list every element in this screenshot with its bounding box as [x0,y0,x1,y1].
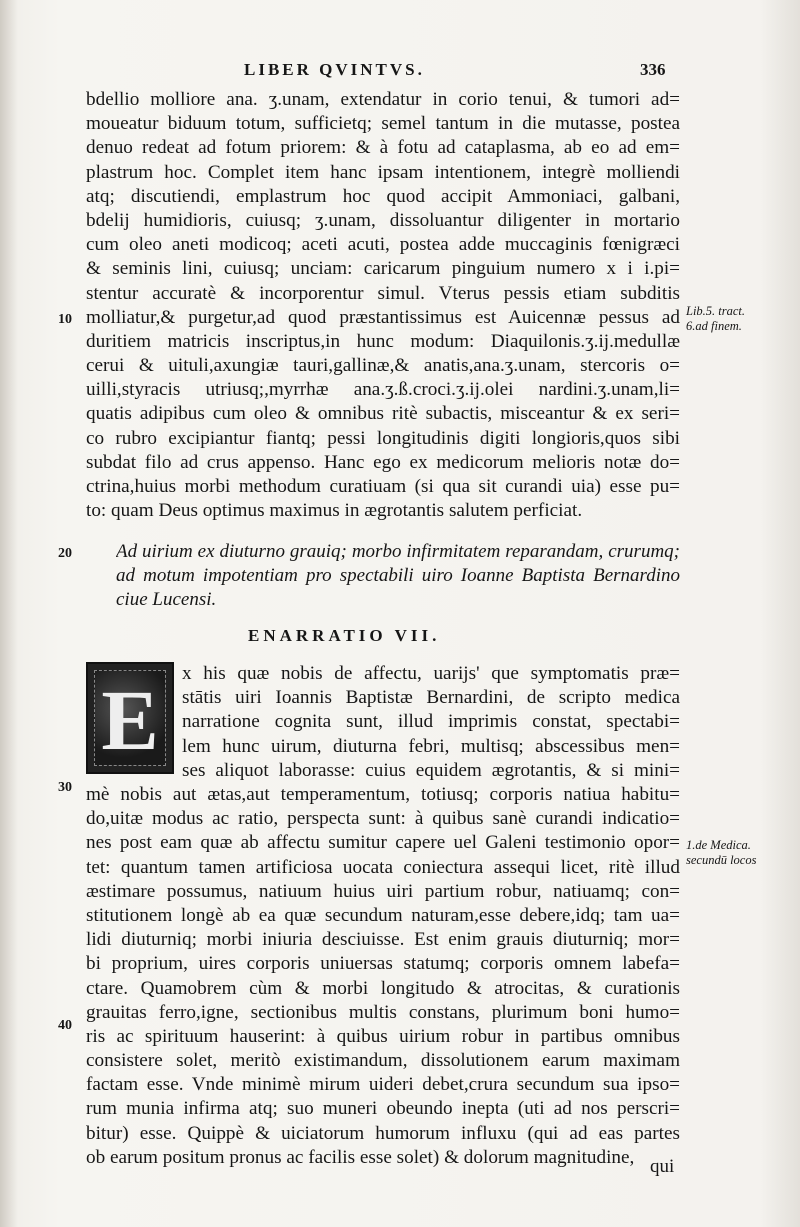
text-line: denuo redeat ad fotum priorem: & à fotu ad cataplasma, ab eo ad em= [86,137,680,159]
marginal-note-2 [686,838,798,868]
text-line: cerui & uituli,axungiæ tauri,gallinæ,& anatis,ana.ʒ.unam, stercoris o= [86,355,680,377]
text-line: stātis uiri Ioannis Baptistæ Bernardini, de scripto medica [182,687,680,709]
dropcap-lines [182,662,680,783]
text-line: bitur) esse. Quippè & uiciatorum humorum influxu (qui ad eas partes [86,1122,680,1144]
chapter-heading [116,540,680,612]
text-line: ob earum positum pronus ac facilis esse solet) & dolorum magnitudine, [86,1146,635,1168]
text-line: & seminis lini, cuiusq; unciam: caricarum pinguium numero x i i.pi= [86,258,680,280]
text-line: subdat filo ad crus appenso. Hanc ego ex medicorum melioris notæ do= [86,451,680,473]
line-number-10: 10 [58,312,72,327]
text-line: to: quam Deus optimus maximus in ægrotantis salutem perficiat. [86,500,583,522]
text-line: rum munia infirma atq; suo muneri obeundo inepta (uti ad nos perscri= [86,1098,680,1120]
text-line: æstimare possumus, natiuum huius uiri partium robur, natiuamq; con= [86,880,680,902]
heading-line: ad motum impotentiam pro spectabili uiro Ioanne Baptista Bernardino [116,565,680,586]
text-line: moueatur biduum totum, sufficietq; semel tantum in die mutasse, postea [86,113,680,135]
heading-line: ciue Lucensi. [116,589,217,610]
text-line: cum oleo aneti modicoq; aceti acuti, postea adde muccaginis fœnigræci [86,234,680,256]
text-line: bdelij humidioris, cuiusq; ʒ.unam, dissoluantur diligenter in mortario [86,209,680,231]
text-line: ctare. Quamobrem cùm & morbi longitudo & atrocitas, & curationis [86,977,680,999]
marginal-note-1-line-2: 6.ad finem. [686,319,742,333]
running-head [0,60,800,90]
text-line: do,uitæ modus ac ratio, perspecta sunt: à quibus sanè curandi indicatio= [86,808,680,830]
decorated-initial [86,662,174,774]
marginal-note-2-line-2: secundū locos [686,853,757,867]
text-line: lidi diuturniq; morbi iniuria desciuisse. Est enim grauis diuturniq; mor= [86,929,680,951]
line-number-30: 30 [58,780,72,795]
running-title: LIBER QVINTVS. [244,60,425,79]
text-line: nes post eam quæ ab affectu sumitur capere uel Galeni testimonio opor= [86,832,680,854]
text-line: atq; discutiendi, emplastrum hoc quod accipit Ammoniaci, galbani, [86,185,680,207]
text-line: co rubro excipiantur fiantq; pessi longitudinis digiti longioris,quos sibi [86,427,680,449]
text-line: ses aliquot laborasse: cuius equidem ægrotantis, & si mini= [182,759,680,781]
text-line: grauitas ferro,igne, sectionibus multis constans, plurimum boni humo= [86,1001,680,1023]
text-line: tet: quantum tamen artificiosa uocata coniectura assequi licet, ritè illud [86,856,680,878]
text-line: molliatur,& purgetur,ad quod præstantissimus est Auicennæ pessus ad [86,306,680,328]
text-line: x his quæ nobis de affectu, uarijs' que symptomatis præ= [182,663,680,684]
marginal-note-1-line-1: Lib.5. tract. [686,304,746,318]
paragraph-1 [86,88,680,523]
text-line: bi proprium, uires corporis uniuersas statumq; corporis omnem labefa= [86,953,680,975]
text-line: stentur accuratè & incorporentur simul. Vterus pessis etiam subditis [86,282,680,304]
text-line: uilli,styracis utriusq;,myrrhæ ana.ʒ.ß.croci.ʒ.ij.olei nardini.ʒ.unam,li= [86,379,680,401]
section-title: ENARRATIO VII. [248,626,441,645]
text-line: ris ac spirituum hauserint: à quibus uirium robur in partibus omnibus [86,1025,680,1047]
marginal-note-2-line-1: 1.de Medica. [686,838,751,852]
heading-line: Ad uirium ex diuturno grauiq; morbo infirmitatem reparandam, crurumq; [116,541,680,562]
text-line: bdellio molliore ana. ʒ.unam, extendatur in corio tenui, & tumori ad= [86,89,680,110]
marginal-note-1 [686,304,798,334]
page-number: 336 [640,60,666,79]
catchword: qui [650,1156,675,1177]
text-line: ctrina,huius morbi methodum curatiuam (si qua sit curandi uia) esse pu= [86,476,680,497]
initial-letter: E [101,672,159,768]
text-line: quatis adipibus cum oleo & omnibus ritè subactis, misceantur & ex seri= [86,403,680,425]
text-line: narratione cognita sunt, illud imprimis constat, spectabi= [182,711,680,733]
text-line: consistere solet, meritò existimandum, dissolutionem earum maximam [86,1050,680,1072]
line-number-40: 40 [58,1018,72,1033]
text-line: plastrum hoc. Complet item hanc ipsam intentionem, integrè molliendi [86,161,680,183]
line-number-20: 20 [58,546,72,561]
text-line: lem hunc uirum, diuturna febri, multisq; abscessibus men= [182,735,680,757]
text-line: stitutionem longè ab ea quæ secundum naturam,esse debere,idq; tam ua= [86,904,680,926]
paragraph-2 [86,783,680,1170]
text-line: factam esse. Vnde minimè mirum uideri debet,crura secundum sua ipso= [86,1074,680,1096]
text-line: mè nobis aut ætas,aut temperamentum, totiusq; corporis natiua habitu= [86,784,680,805]
text-line: duritiem matricis inscriptus,in hunc modum: Diaquilonis.ʒ.ij.medullæ [86,330,680,352]
